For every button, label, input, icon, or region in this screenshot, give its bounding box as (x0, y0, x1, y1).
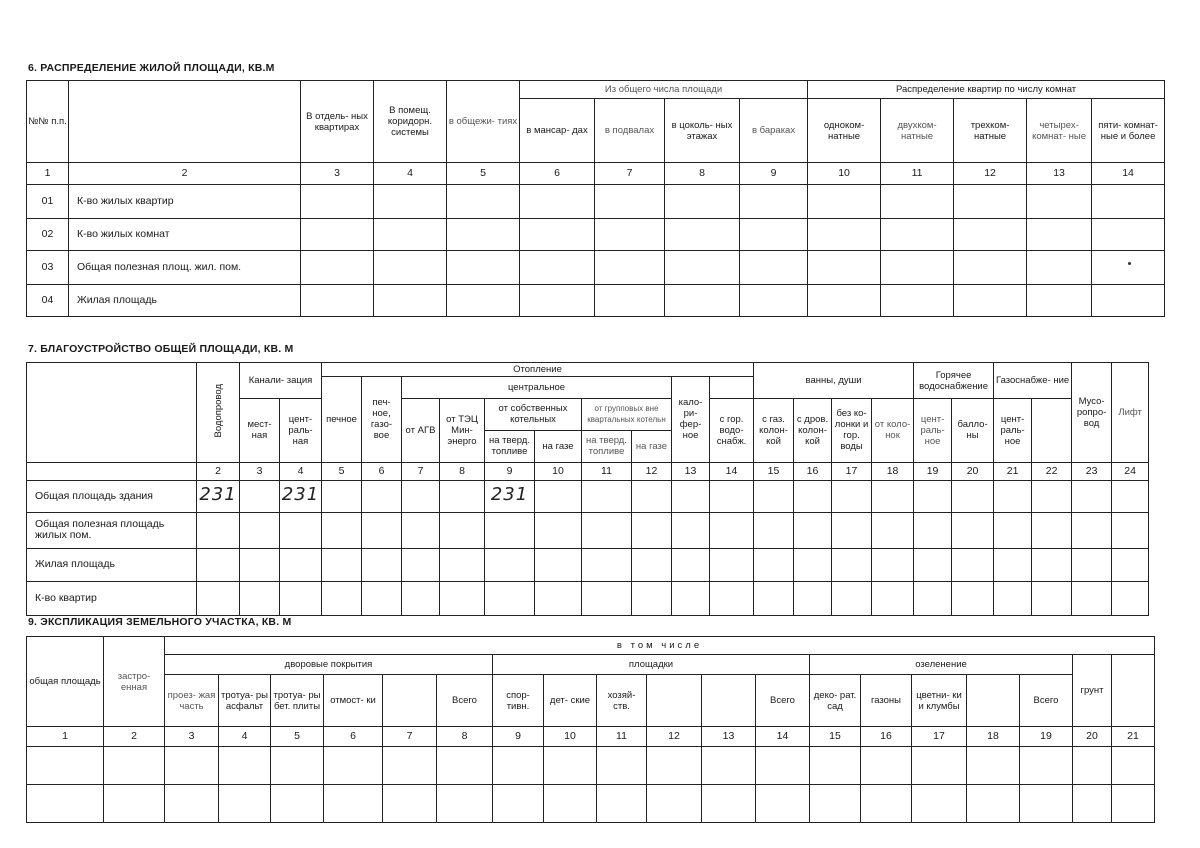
section9-title: 9. ЭКСПЛИКАЦИЯ ЗЕМЕЛЬНОГО УЧАСТКА, КВ. М (28, 616, 292, 628)
s9-header-decor: деко- рат. сад (810, 675, 861, 727)
s6-colnum: 13 (1027, 163, 1092, 185)
s6-header-one: одноком- натные (808, 99, 881, 163)
s7-colnum: 5 (322, 462, 362, 480)
s7-header-hot-water: Горячее водоснабжение (914, 363, 994, 399)
s7-header-own-boilers: от собственных котельных (485, 399, 582, 430)
s6-header-plinth: в цоколь- ных этажах (665, 99, 740, 163)
table-row (27, 251, 1165, 285)
s6-colnum: 14 (1092, 163, 1165, 185)
s7-colnum: 2 (197, 462, 240, 480)
stray-mark (1128, 262, 1131, 265)
s9-header-soil: грунт (1073, 655, 1112, 727)
section7-table (26, 362, 1149, 616)
s9-header-flowers: цветни- ки и клумбы (912, 675, 967, 727)
table-row (27, 285, 1165, 317)
s7-header-sewer-local: мест- ная (240, 399, 280, 462)
s7-header-bath-wood: с дров. колон- кой (794, 399, 832, 462)
s7-header-hw-central: цент- раль- ное (914, 399, 952, 462)
s6-colnum: 4 (374, 163, 447, 185)
s6-header-of-total: Из общего числа площади (520, 81, 808, 99)
s7-colnum: 19 (914, 462, 952, 480)
s7-value-own-solid: 231 (485, 480, 535, 512)
s6-header-corridor: В помещ. коридорн. системы (374, 81, 447, 163)
s6-header-dorm: в общежи- тиях (447, 81, 520, 163)
s7-header-group-boilers: от групповых вне квартальных котельн (582, 399, 672, 430)
s6-colnum: 8 (665, 163, 740, 185)
s6-header-num: №№ п.п. (27, 81, 69, 163)
s7-header-stove: печное (322, 377, 362, 463)
s6-header-basement: в подвалах (595, 99, 665, 163)
s7-row-label: Жилая площадь (27, 548, 197, 581)
s6-header-by-rooms: Распределение квартир по числу комнат (808, 81, 1165, 99)
s7-value-sewer-central: 231 (280, 480, 322, 512)
s7-header-blank (27, 363, 197, 463)
s9-colnum: 16 (861, 727, 912, 747)
s7-colnum: 7 (402, 462, 440, 480)
s6-colnum: 3 (301, 163, 374, 185)
s7-header-baths: ванны, души (754, 363, 914, 399)
table-row (27, 219, 1165, 251)
s7-colnum: 13 (672, 462, 710, 480)
s9-colnum: 4 (219, 727, 271, 747)
s7-header-garbage: Мусо- ропро- вод (1072, 363, 1112, 463)
s9-colnum: 17 (912, 727, 967, 747)
s7-header-agv: от АГВ (402, 399, 440, 462)
s9-colnum: 21 (1112, 727, 1155, 747)
s6-row-code: 03 (27, 251, 69, 285)
s7-row-label: Общая полезная площадь жилых пом. (27, 512, 197, 548)
s6-colnum: 6 (520, 163, 595, 185)
table-row (27, 512, 1149, 548)
s9-colnum: 9 (493, 727, 544, 747)
s6-header-four: четырех- комнат- ные (1027, 99, 1092, 163)
s6-row-label: К-во жилых комнат (69, 219, 301, 251)
s7-colnum: 6 (362, 462, 402, 480)
s6-colnum: 10 (808, 163, 881, 185)
s6-row-code: 02 (27, 219, 69, 251)
s7-colnum: 22 (1032, 462, 1072, 480)
s9-header-walk-conc: тротуа- ры бет. плиты (271, 675, 324, 727)
s7-header-bath-gas: с газ. колон- кой (754, 399, 794, 462)
s7-header-bath-none: без ко- лонки и гор. воды (832, 399, 872, 462)
s6-header-three: трехком- натные (954, 99, 1027, 163)
s7-value-water: 231 (197, 480, 240, 512)
s7-header-gas: Газоснабже- ние (994, 363, 1072, 399)
s7-header-own-gas: на газе (535, 430, 582, 462)
s9-header-house: хозяй- ств. (597, 675, 647, 727)
s6-colnum: 9 (740, 163, 808, 185)
s9-colnum: 5 (271, 727, 324, 747)
s7-header-lift: Лифт (1112, 363, 1149, 463)
table-row (27, 548, 1149, 581)
section6-title: 6. РАСПРЕДЕЛЕНИЕ ЖИЛОЙ ПЛОЩАДИ, КВ.М (28, 62, 275, 74)
section9-table (26, 636, 1155, 823)
s9-header-yard: дворовые покрытия (165, 655, 493, 675)
s7-colnum: 16 (794, 462, 832, 480)
section7-title: 7. БЛАГОУСТРОЙСТВО ОБЩЕЙ ПЛОЩАДИ, КВ. М (28, 343, 294, 355)
s9-colnum: 7 (383, 727, 437, 747)
s9-colnum: 6 (324, 727, 383, 747)
s9-colnum: 14 (756, 727, 810, 747)
s9-header-blind: отмост- ки (324, 675, 383, 727)
s9-header-kids: дет- ские (544, 675, 597, 727)
s6-header-barracks: в бараках (740, 99, 808, 163)
s7-colnum: 9 (485, 462, 535, 480)
s9-header-sport: спор- тивн. (493, 675, 544, 727)
s7-header-own-solid: на тверд. топливе (485, 430, 535, 462)
s9-header-built: застро- енная (104, 637, 165, 727)
s9-header-green-total: Всего (1020, 675, 1073, 727)
table-row (27, 785, 1155, 823)
s7-header-group-gas: на газе (632, 430, 672, 462)
s6-colnum: 12 (954, 163, 1027, 185)
table-row (27, 480, 1149, 512)
s6-row-code: 01 (27, 185, 69, 219)
s9-colnum: 12 (647, 727, 702, 747)
s7-colnum: 8 (440, 462, 485, 480)
s7-row-label: Общая площадь здания (27, 480, 197, 512)
s9-header-green: озеленение (810, 655, 1073, 675)
s7-row-label: К-во квартир (27, 581, 197, 615)
s7-colnum: 15 (754, 462, 794, 480)
s9-colnum: 15 (810, 727, 861, 747)
s7-header-calorifer: кало- ри- фер- ное (672, 377, 710, 463)
s7-colnum: 10 (535, 462, 582, 480)
table-row (27, 581, 1149, 615)
s9-header-walk-asph: тротуа- ры асфальт (219, 675, 271, 727)
s7-header-sewer-central: цент- раль- ная (280, 399, 322, 462)
s9-header-incl: в том числе (165, 637, 1155, 655)
s6-colnum: 5 (447, 163, 520, 185)
s7-header-group-solid: на тверд. топливе (582, 430, 632, 462)
s6-row-label: К-во жилых квартир (69, 185, 301, 219)
s9-header-drive: проез- жая часть (165, 675, 219, 727)
s6-header-five: пяти- комнат- ные и более (1092, 99, 1165, 163)
s6-header-attic: в мансар- дах (520, 99, 595, 163)
s6-row-label: Жилая площадь (69, 285, 301, 317)
s6-colnum: 11 (881, 163, 954, 185)
s7-colnum: 11 (582, 462, 632, 480)
s7-header-sewer: Канали- зация (240, 363, 322, 399)
s9-colnum: 1 (27, 727, 104, 747)
s9-colnum: 11 (597, 727, 647, 747)
s7-header-stove-gas: печ- ное, газо- вое (362, 377, 402, 463)
s7-colnum: 21 (994, 462, 1032, 480)
s6-header-two: двухком- натные (881, 99, 954, 163)
s7-colnum: 18 (872, 462, 914, 480)
s7-header-gas-central: цент- раль- ное (994, 399, 1032, 462)
s9-colnum: 19 (1020, 727, 1073, 747)
s7-header-bath-hot: с гор. водо- снабж. (710, 399, 754, 462)
s9-colnum: 2 (104, 727, 165, 747)
s7-header-heating: Отопление (322, 363, 754, 377)
s9-header-sites-total: Всего (756, 675, 810, 727)
s9-colnum: 18 (967, 727, 1020, 747)
s7-header-tec: от ТЭЦ Мин- энерго (440, 399, 485, 462)
s9-colnum: 8 (437, 727, 493, 747)
s7-colnum: 4 (280, 462, 322, 480)
s7-colnum: 3 (240, 462, 280, 480)
s9-colnum: 10 (544, 727, 597, 747)
s9-header-sites: площадки (493, 655, 810, 675)
s9-colnum: 20 (1073, 727, 1112, 747)
s6-row-label: Общая полезная площ. жил. пом. (69, 251, 301, 285)
s7-header-water: Водопровод (197, 363, 240, 463)
s6-header-blank (69, 81, 301, 163)
s6-row-code: 04 (27, 285, 69, 317)
s7-header-gas-bottle: балло- ны (952, 399, 994, 462)
s9-header-total: общая площадь (27, 637, 104, 727)
table-row (27, 747, 1155, 785)
s7-colnum: 23 (1072, 462, 1112, 480)
s7-colnum: 17 (832, 462, 872, 480)
s9-header-yard-total: Всего (437, 675, 493, 727)
s7-colnum: 24 (1112, 462, 1149, 480)
s6-colnum: 1 (27, 163, 69, 185)
table-row (27, 185, 1165, 219)
s9-colnum: 3 (165, 727, 219, 747)
s7-header-central: центральное (402, 377, 672, 399)
s9-colnum: 13 (702, 727, 756, 747)
s7-colnum: 12 (632, 462, 672, 480)
s6-colnum: 2 (69, 163, 301, 185)
section6-table (26, 80, 1165, 317)
s6-header-separate: В отдель- ных квартирах (301, 81, 374, 163)
s7-colnum: 14 (710, 462, 754, 480)
s7-header-hw-col: от коло- нок (872, 399, 914, 462)
s9-header-lawn: газоны (861, 675, 912, 727)
s6-colnum: 7 (595, 163, 665, 185)
s7-colnum: 20 (952, 462, 994, 480)
